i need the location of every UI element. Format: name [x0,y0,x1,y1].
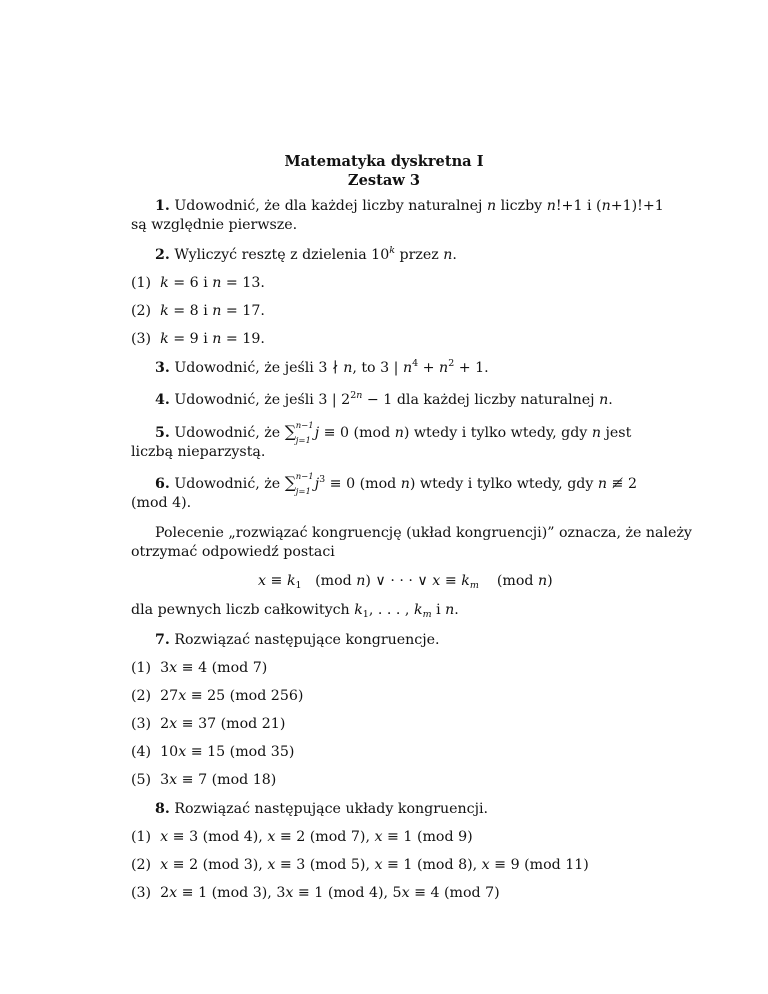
problem-7-item: (3) 2x ≡ 37 (mod 21) [131,716,286,732]
problem-8-instruction: Rozwiązać następujące układy kongruencji. [174,801,489,817]
instruction-line-1: Polecenie „rozwiązać kongruencję (układ kongruencji)” oznacza, że należy [155,525,692,541]
problem-8-text [155,800,488,818]
problem-8-item: (3) 2x ≡ 1 (mod 3), 3x ≡ 1 (mod 4), 5x ≡ 4 (mod 7) [131,885,500,901]
problem-5-line-1: 5. Udowodnić, że ∑ n−1 j=1 j ≡ 0 (mod n) wtedy i tylko wtedy, gdy n jest [155,421,632,446]
item-label: (2) [131,688,152,704]
problem-8-item: (1) x ≡ 3 (mod 4), x ≡ 2 (mod 7), x ≡ 1 (mod 9) [131,829,473,845]
problem-3-number: 3. [155,360,170,376]
document-subtitle: Zestaw 3 [347,172,421,189]
problem-7-text [155,631,440,649]
instruction-formula: $x \equiv k_1$ (mod n) ∨ · · · ∨ $x \equiv k_m$ (mod n) [258,573,553,591]
problem-1-line-1: 1. Udowodnić, że dla każdej liczby naturalnej n liczby n!+1 i (n+1)!+1 [155,198,664,214]
problem-2-number: 2. [155,247,170,263]
sum-symbol: ∑ n−1 j=1 [284,421,314,446]
problem-7-instruction: Rozwiązać następujące kongruencje. [174,632,440,648]
problem-6-line-2: (mod 4). [131,495,192,511]
problem-7-number: 7. [155,632,170,648]
problem-1-number: 1. [155,198,170,214]
problem-7-item: (2) 27x ≡ 25 (mod 256) [131,688,304,704]
item-label: (3) [131,331,152,347]
item-label: (5) [131,772,152,788]
item-label: (1) [131,829,152,845]
problem-4-text: 4. Udowodnić, że jeśli 3 | $2^{2n} - 1$ dla każdej liczby naturalnej n. [155,390,613,408]
instruction-line-2: otrzymać odpowiedź postaci [131,544,335,560]
item-label: (2) [131,303,152,319]
item-label: (3) [131,885,152,901]
item-label: (2) [131,857,152,873]
problem-7-item: (5) 3x ≡ 7 (mod 18) [131,772,277,788]
problem-7-item: (1) 3x ≡ 4 (mod 7) [131,660,268,676]
document-title: Matematyka dyskretna I [284,153,484,170]
problem-3-text: 3. Udowodnić, że jeśli 3 ∤ n, to 3 | $n^4 + n^2 + 1$. [155,358,489,376]
item-label: (1) [131,275,152,291]
problem-8-item: (2) x ≡ 2 (mod 3), x ≡ 3 (mod 5), x ≡ 1 (mod 8), x ≡ 9 (mod 11) [131,857,589,873]
sum-symbol: ∑ n−1 j=1 [284,472,314,497]
item-label: (3) [131,716,152,732]
item-label: (1) [131,660,152,676]
problem-6-line-1: 6. Udowodnić, że ∑ n−1 j=1 $j^3 \equiv 0$ (mod n) wtedy i tylko wtedy, gdy n ≢ 2 [155,472,637,497]
problem-5-number: 5. [155,425,170,441]
problem-5-line-2: liczbą nieparzystą. [131,444,266,460]
item-label: (4) [131,744,152,760]
problem-2-item: (3) k = 9 i n = 19. [131,331,265,347]
instruction-line-3: dla pewnych liczb całkowitych $k_1$, . . . , $k_m$ i n. [131,602,459,620]
problem-2-item: (1) k = 6 i n = 13. [131,275,265,291]
problem-1-line-2: są względnie pierwsze. [131,217,298,233]
problem-8-number: 8. [155,801,170,817]
problem-7-item: (4) 10x ≡ 15 (mod 35) [131,744,295,760]
problem-2-item: (2) k = 8 i n = 17. [131,303,265,319]
problem-4-number: 4. [155,392,170,408]
problem-2-text: 2. Wyliczyć resztę z dzielenia 10$^k$ przez n. [155,245,457,263]
problem-6-number: 6. [155,476,170,492]
